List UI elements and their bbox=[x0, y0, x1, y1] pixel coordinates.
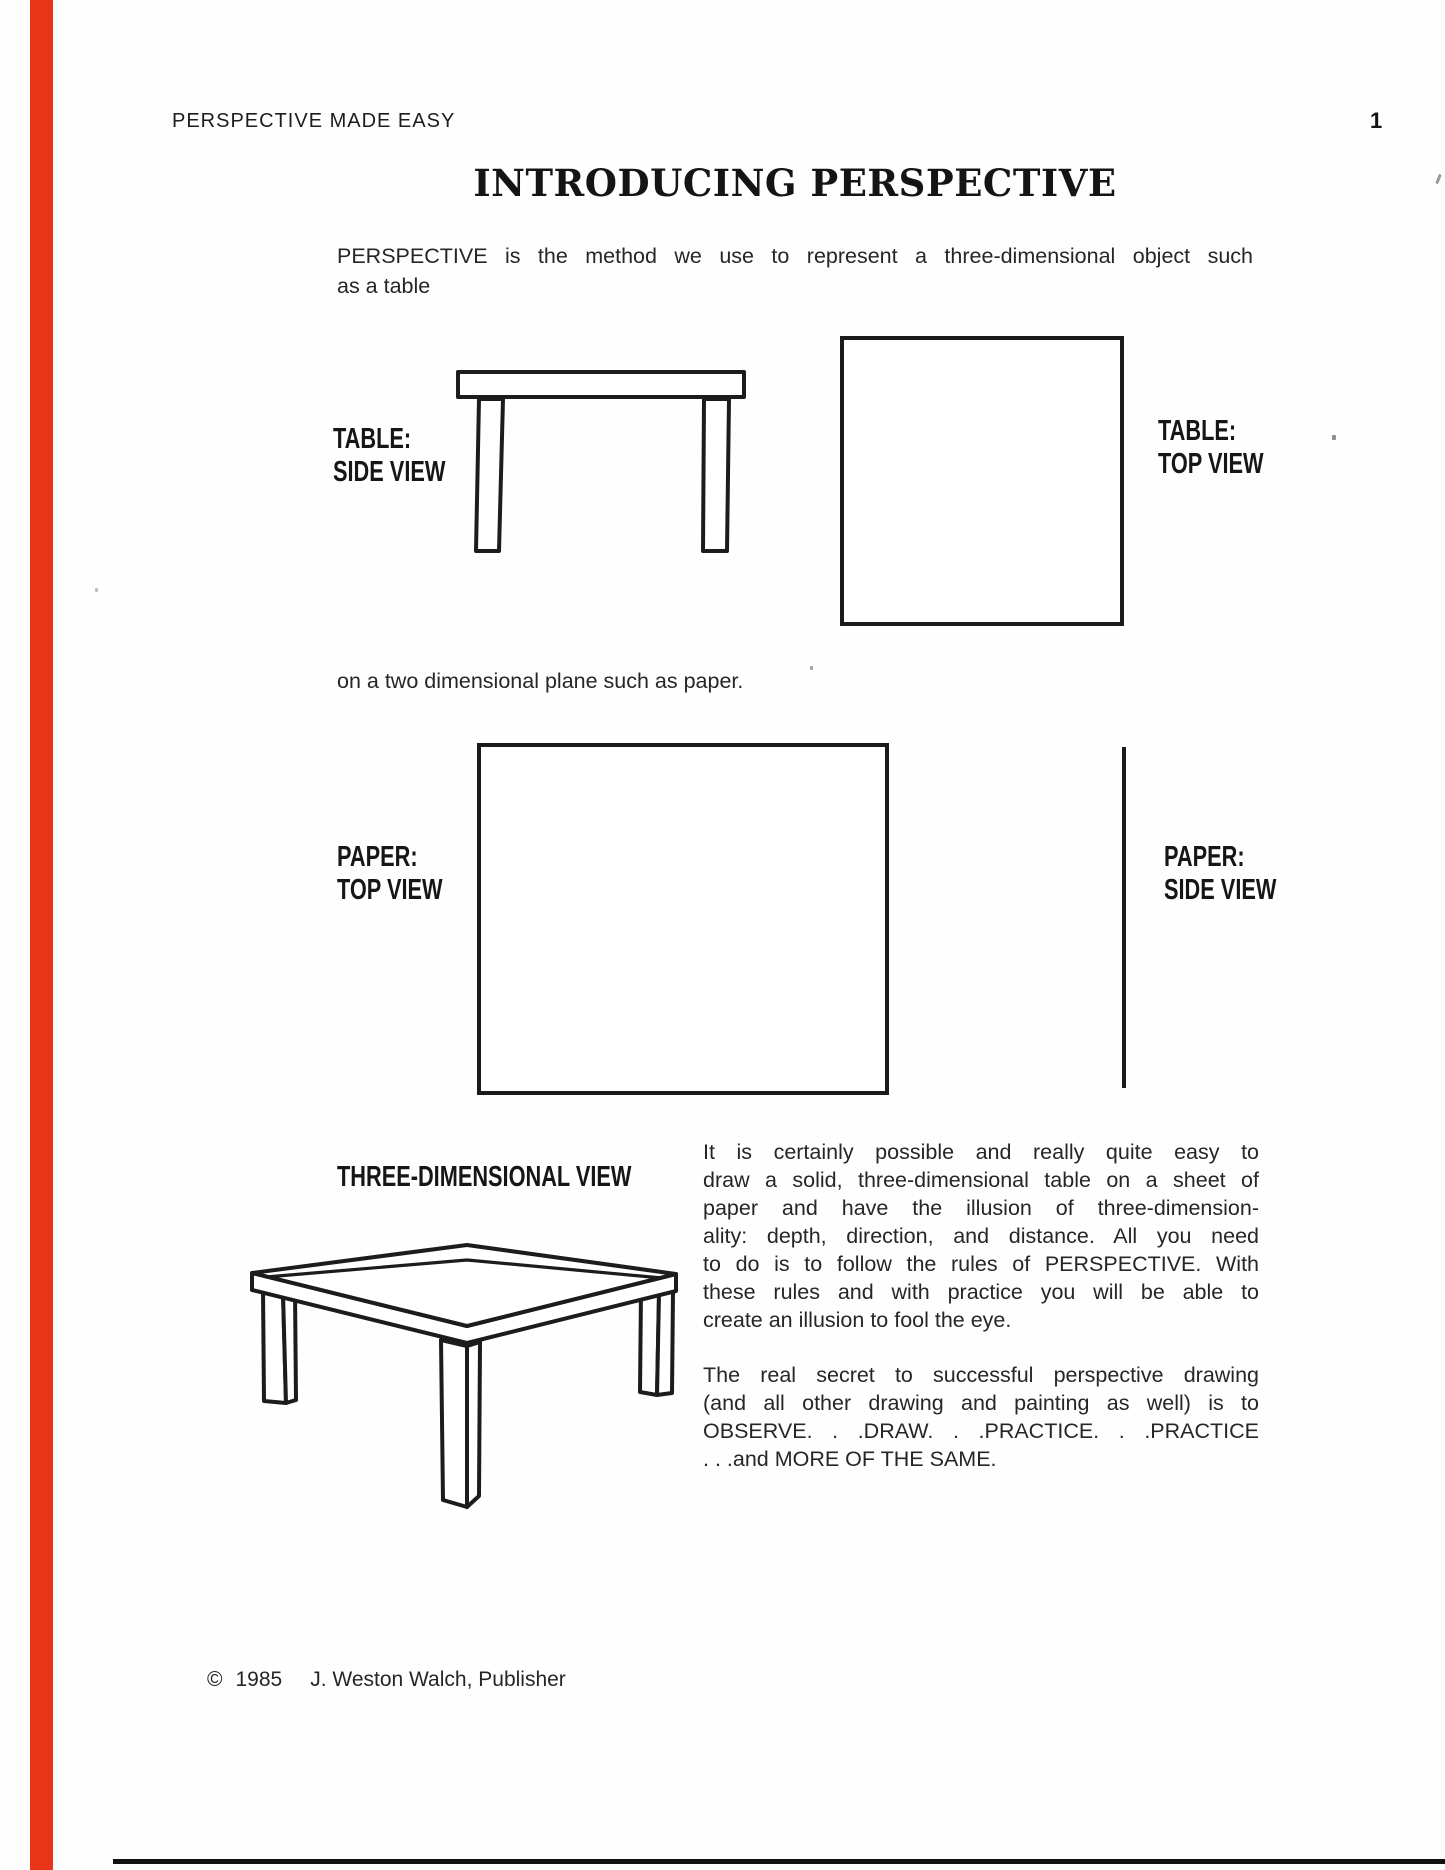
text-line: The real secret to successful perspective drawing bbox=[703, 1363, 1259, 1387]
text-line: (and all other drawing and painting as well) is to bbox=[703, 1391, 1259, 1415]
text-line: on a two dimensional plane such as paper. bbox=[337, 669, 744, 693]
tabletop bbox=[252, 1245, 676, 1326]
table-top-view-label bbox=[1158, 415, 1264, 481]
paragraph-justified-lines bbox=[703, 1361, 1259, 1445]
copyright-footer bbox=[207, 1668, 566, 1692]
table-top-view-figure bbox=[840, 336, 1124, 626]
scan-speck bbox=[95, 588, 98, 592]
three-dimensional-table-figure bbox=[230, 1230, 710, 1560]
paragraph bbox=[703, 1138, 1259, 1334]
scan-edge-bottom-line bbox=[113, 1859, 1445, 1864]
table-leg bbox=[703, 399, 729, 551]
label-line: TOP VIEW bbox=[337, 874, 443, 906]
table-leg bbox=[657, 1291, 673, 1395]
text-line: ality: depth, direction, and distance. All you need bbox=[703, 1224, 1259, 1248]
publisher-name: J. Weston Walch, Publisher bbox=[310, 1668, 566, 1691]
paragraph-last-line: create an illusion to fool the eye. bbox=[703, 1308, 1012, 1332]
label-line: SIDE VIEW bbox=[1164, 874, 1277, 906]
label-line: PAPER: bbox=[1164, 841, 1245, 873]
label-line: TOP VIEW bbox=[1158, 448, 1264, 480]
table-leg bbox=[283, 1291, 296, 1403]
text-line: these rules and with practice you will be able to bbox=[703, 1280, 1259, 1304]
paper-side-view-label bbox=[1164, 841, 1276, 907]
connector-sentence bbox=[337, 666, 1253, 696]
three-dimensional-view-label: THREE-DIMENSIONAL VIEW bbox=[337, 1161, 632, 1193]
chapter-title: INTRODUCING PERSPECTIVE bbox=[473, 161, 1117, 205]
intro-paragraph bbox=[337, 241, 1253, 301]
paper-side-view-figure bbox=[1122, 747, 1126, 1088]
table-side-view-figure bbox=[440, 360, 760, 560]
table-leg bbox=[441, 1340, 467, 1507]
table-leg bbox=[467, 1342, 480, 1507]
text-line: draw a solid, three-dimensional table on a sheet of bbox=[703, 1168, 1259, 1192]
running-header-title: PERSPECTIVE MADE EASY bbox=[172, 110, 456, 132]
text-line: paper and have the illusion of three-dimension- bbox=[703, 1196, 1259, 1220]
table-leg bbox=[476, 399, 503, 551]
body-text-column bbox=[703, 1138, 1259, 1473]
label-line: SIDE VIEW bbox=[333, 456, 446, 488]
text-line: PERSPECTIVE is the method we use to represent a three-dimensional object such bbox=[337, 244, 1253, 268]
intro-last-line: as a table bbox=[337, 274, 431, 298]
paragraph-justified-lines bbox=[703, 1138, 1259, 1306]
text-line: to do is to follow the rules of PERSPECTIVE. With bbox=[703, 1252, 1259, 1276]
text-line: OBSERVE. . .DRAW. . .PRACTICE. . .PRACTICE bbox=[703, 1419, 1259, 1443]
paper-top-view-figure bbox=[477, 743, 889, 1095]
tabletop bbox=[458, 372, 744, 397]
paper-top-view-label bbox=[337, 841, 443, 907]
intro-justified-lines bbox=[337, 241, 1253, 271]
copyright-year: 1985 bbox=[235, 1668, 283, 1691]
scan-speck bbox=[1332, 435, 1336, 440]
scan-speck bbox=[1435, 174, 1442, 184]
scan-edge-red-strip bbox=[30, 0, 53, 1870]
label-line: PAPER: bbox=[337, 841, 418, 873]
copyright-symbol: © bbox=[207, 1668, 223, 1691]
paragraph bbox=[703, 1361, 1259, 1473]
paragraph-last-line: . . .and MORE OF THE SAME. bbox=[703, 1447, 997, 1471]
page-number: 1 bbox=[1370, 108, 1383, 133]
label-line: TABLE: bbox=[1158, 415, 1237, 447]
text-line: It is certainly possible and really quite easy to bbox=[703, 1140, 1259, 1164]
label-line: TABLE: bbox=[333, 423, 412, 455]
table-side-view-label bbox=[333, 423, 445, 489]
